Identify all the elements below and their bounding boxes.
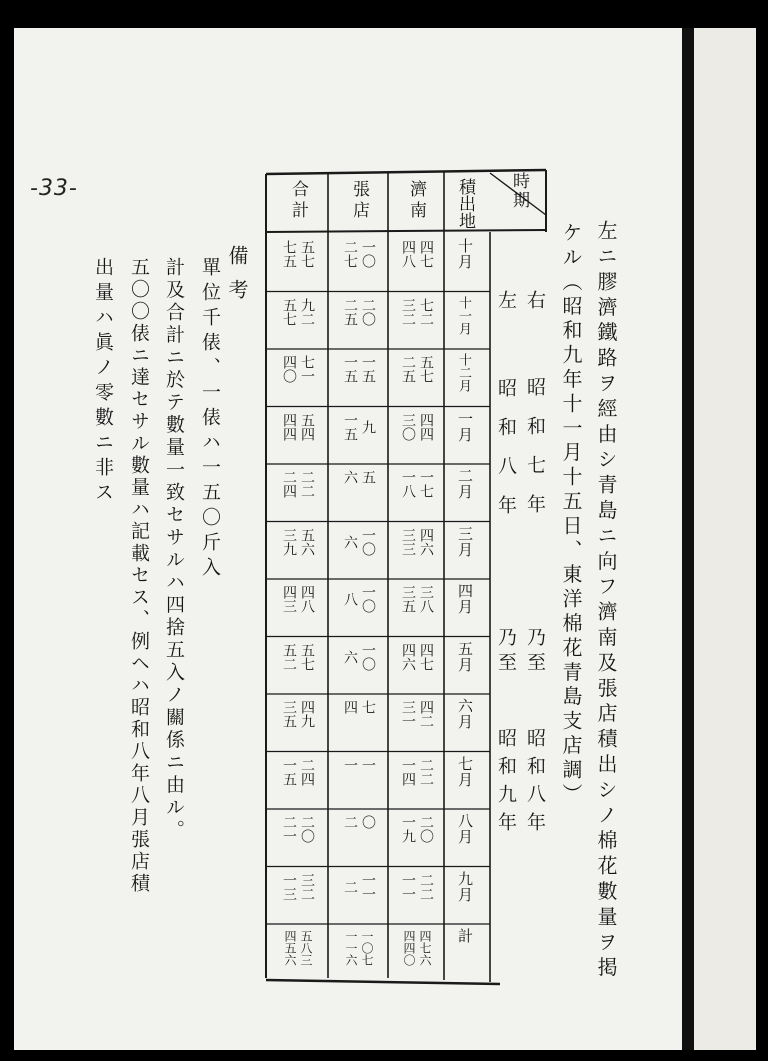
value-showa-8-9: 四六 [400,642,416,671]
value-showa-7-8: 一〇七 [360,930,374,966]
title-line-1: 左ニ膠濟鐵路ヲ經由シ青島ニ向フ濟南及張店積出シノ棉花數量ヲ掲 [594,220,618,982]
value-showa-7-8: 五七 [418,355,434,383]
value-showa-8-9: 四四 [281,412,297,441]
value-showa-8-9: 三三 [400,527,416,556]
period-right-label: 右 [524,290,546,323]
total-cell [268,528,328,556]
total-cell [268,873,328,901]
value-showa-8-9: 一九 [400,815,416,843]
month-label: 九月 [456,870,474,903]
remarks-title: 備考 [225,245,249,313]
jinan-cell [390,930,444,966]
value-showa-7-8: 一一 [360,872,376,901]
remark-1: 單位千俵、一俵ハ一五〇斤入 [199,257,221,582]
value-showa-8-9: 三九 [281,527,297,556]
total-cell [268,585,328,613]
zhangdian-cell [330,528,388,556]
value-showa-7-8: 五六 [299,527,315,556]
value-showa-8-9: 五七 [281,297,297,326]
value-showa-7-8: 二二 [418,757,434,786]
value-showa-8-9: 三〇 [400,412,416,441]
value-showa-7-8: 五 [360,470,376,484]
period-left-from: 乃至 [495,627,517,677]
value-showa-7-8: 五七 [299,240,315,268]
value-showa-8-9: 一四 [400,757,416,786]
zhangdian-cell [330,873,388,901]
table-top-rule [266,170,546,174]
row-header-jinan: 濟南 [406,180,426,222]
value-showa-8-9: 二 [342,879,358,894]
value-showa-8-9: 四〇 [281,355,297,383]
jinan-cell [390,528,444,556]
jinan-cell [390,355,444,383]
month-label: 四月 [456,583,474,615]
value-showa-8-9: 四三 [281,585,297,613]
total-cell [268,930,328,966]
total-cell [268,643,328,671]
value-showa-7-8: 四二 [418,700,434,728]
value-showa-8-9: 二五 [342,297,358,326]
value-showa-8-9: 一五 [342,412,358,441]
value-showa-7-8: 七二 [418,297,434,326]
jinan-cell [390,700,444,728]
value-showa-7-8: 五四 [299,412,315,441]
value-showa-8-9: 六 [342,649,358,664]
period-right-from: 乃至 [524,627,546,677]
total-cell [268,700,328,728]
period-right-start: 昭和七年 [524,377,546,533]
jinan-cell [390,758,444,786]
value-showa-8-9: 一五 [281,757,297,786]
total-cell [268,355,328,383]
value-showa-7-8: 二二 [299,470,315,498]
value-showa-8-9: 六 [342,534,358,549]
period-right-end: 昭和八年 [524,728,546,840]
value-showa-8-9: 四 [342,700,358,714]
zhangdian-cell [330,643,388,671]
remark-4: 出量ハ眞ノ零數ニ非ス [92,257,114,507]
zhangdian-cell [330,298,388,326]
jinan-cell [390,873,444,901]
total-cell [268,758,328,786]
row-header-total: 合計 [288,180,308,222]
value-showa-7-8: 四九 [299,700,315,728]
value-showa-8-9: 三五 [400,585,416,613]
total-cell [268,413,328,441]
value-showa-7-8: 九 [360,419,376,434]
jinan-cell [390,643,444,671]
value-showa-8-9: 一一 [400,872,416,901]
value-showa-8-9: 三二 [400,297,416,326]
period-left-end: 昭和九年 [495,728,517,840]
zhangdian-cell [330,758,388,772]
value-showa-8-9: 七五 [281,240,297,268]
value-showa-7-8: 四七六 [418,930,432,966]
value-showa-7-8: 一〇 [360,240,376,268]
value-showa-7-8: 五八三 [299,930,313,966]
value-showa-7-8: 三八 [418,585,434,613]
value-showa-8-9: 三一 [400,700,416,728]
remark-2: 計及合計ニ於テ數量一致セサルハ四捨五入ノ關係ニ由ル。 [163,257,185,842]
value-showa-8-9: 二一 [281,815,297,843]
value-showa-8-9: 三五 [281,700,297,728]
value-showa-8-9: 五二 [281,642,297,671]
value-showa-7-8: 五七 [299,642,315,671]
zhangdian-cell [330,413,388,441]
month-label: 五月 [456,640,474,673]
total-cell [268,298,328,326]
month-label: 三月 [456,525,474,558]
zhangdian-cell [330,930,388,966]
month-label: 二月 [456,468,474,500]
period-left-label: 左 [495,290,517,323]
value-showa-7-8: 二二 [418,872,434,901]
month-label: 六月 [456,698,474,730]
month-label: 十一月 [456,295,471,335]
total-cell [268,815,328,843]
header-row-rule [266,230,546,232]
table-bottom-rule [266,980,500,984]
jinan-cell [390,470,444,498]
value-showa-7-8: 一〇 [360,585,376,613]
value-showa-7-8: 七 [360,700,376,714]
month-label: 七月 [456,755,474,788]
period-left-start: 昭和八年 [495,378,517,534]
value-showa-8-9: 一 [342,757,358,772]
value-showa-7-8: 一〇 [360,642,376,671]
value-showa-8-9: 一三 [281,872,297,901]
total-cell [268,240,328,268]
page-number: -33- [30,176,78,201]
jinan-cell [390,298,444,326]
jinan-cell [390,240,444,268]
remark-3: 五〇〇俵ニ達セサル數量ハ記載セス、例ヘハ昭和八年八月張店積 [128,257,150,895]
corner-top-label: 時期 [509,172,529,210]
title-line-2: ケル（昭和九年十一月十五日、東洋棉花青島支店調） [559,222,583,808]
value-showa-8-9: 二五 [400,355,416,383]
value-showa-7-8: 一 [360,757,376,772]
value-showa-7-8: 三二 [299,872,315,901]
value-showa-7-8: 九二 [299,297,315,326]
value-showa-8-9: 一八 [400,470,416,498]
value-showa-8-9: 六 [342,470,358,484]
value-showa-7-8: 四六 [418,527,434,556]
month-label: 十月 [456,238,474,270]
value-showa-7-8: 二〇 [360,297,376,326]
value-showa-7-8: 二〇 [418,815,434,843]
value-showa-7-8: 四八 [299,585,315,613]
zhangdian-cell [330,470,388,484]
value-showa-8-9: 一五 [342,355,358,383]
value-showa-7-8: 二四 [299,757,315,786]
zhangdian-cell [330,815,388,829]
value-showa-7-8: 一五 [360,355,376,383]
value-showa-7-8: 七一 [299,355,315,383]
jinan-cell [390,585,444,613]
value-showa-7-8: 二〇 [299,815,315,843]
month-label: 一月 [456,410,474,443]
value-showa-8-9: 二四 [281,470,297,498]
value-showa-7-8: 〇 [360,815,376,829]
zhangdian-cell [330,240,388,268]
month-label: 十二月 [456,353,471,392]
jinan-cell [390,815,444,843]
zhangdian-cell [330,585,388,613]
value-showa-8-9: 八 [342,592,358,606]
month-label: 計 [456,928,474,944]
value-showa-8-9: 一一六 [344,930,358,966]
corner-bottom-label: 積出地 [455,178,475,229]
total-cell [268,470,328,498]
value-showa-8-9: 四四〇 [402,930,416,966]
value-showa-7-8: 一七 [418,470,434,498]
value-showa-7-8: 四七 [418,642,434,671]
value-showa-8-9: 二七 [342,240,358,268]
value-showa-8-9: 四五六 [283,930,297,966]
zhangdian-cell [330,700,388,714]
jinan-cell [390,413,444,441]
row-header-zhangdian: 張店 [349,180,369,222]
value-showa-7-8: 四四 [418,412,434,441]
value-showa-8-9: 四八 [400,240,416,268]
zhangdian-cell [330,355,388,383]
value-showa-7-8: 一〇 [360,527,376,556]
month-label: 八月 [456,813,474,845]
value-showa-8-9: 二 [342,815,358,829]
value-showa-7-8: 四七 [418,240,434,268]
